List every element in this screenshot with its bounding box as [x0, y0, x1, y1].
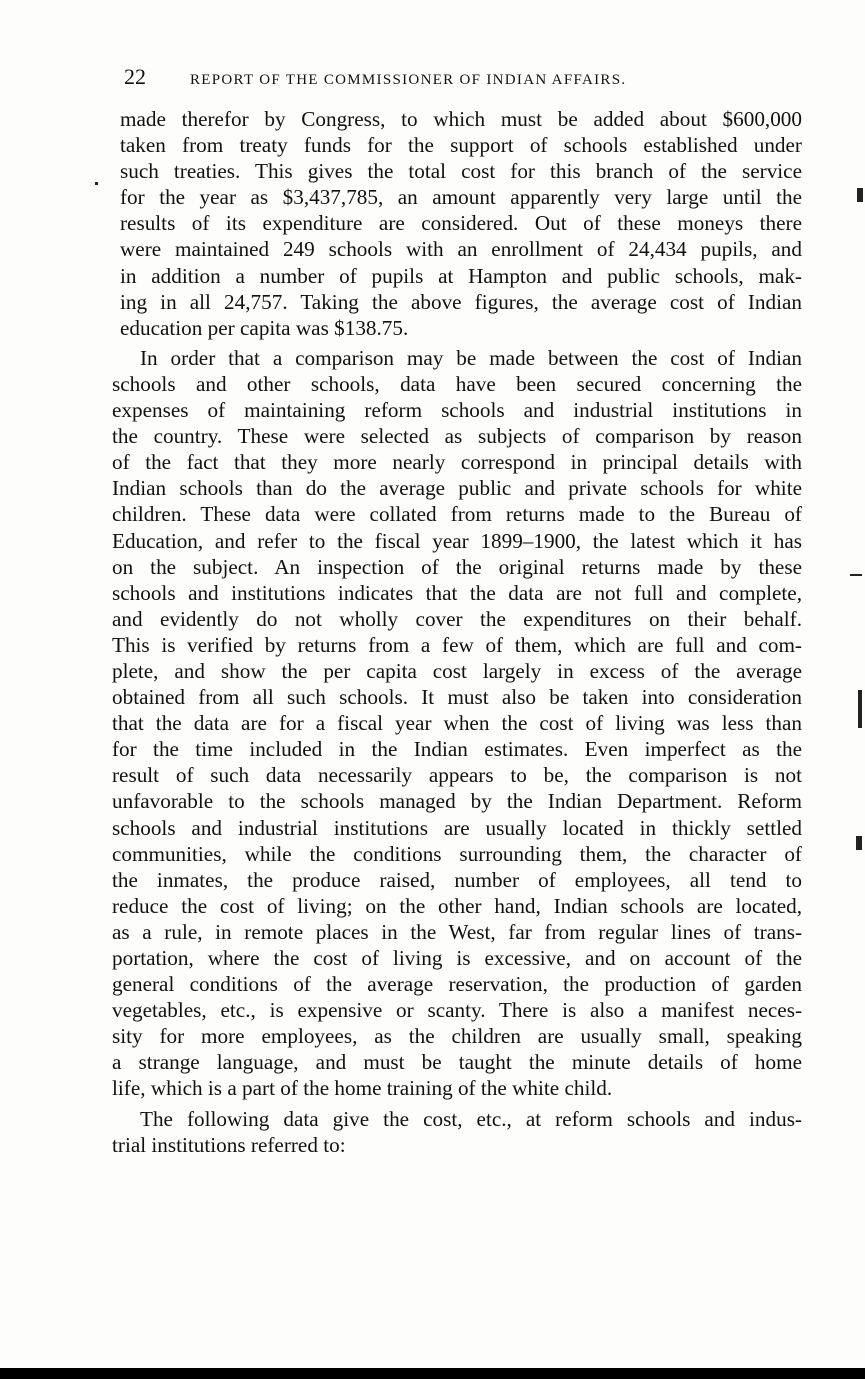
text-line: the inmates, the produce raised, number of employees, all tend to: [112, 867, 802, 892]
text-line: This is verified by returns from a few of them, which are full and com-: [112, 632, 802, 657]
text-line: results of its expenditure are considered. Out of these moneys there: [120, 211, 802, 236]
scan-mark: [95, 182, 98, 185]
scan-mark: [856, 836, 862, 850]
scan-border: [0, 1368, 865, 1379]
text-line: a strange language, and must be taught the minute details of home: [112, 1050, 802, 1075]
text-line: children. These data were collated from returns made to the Bureau of: [112, 502, 802, 527]
text-line: sity for more employees, as the children are usually small, speaking: [112, 1024, 802, 1049]
text-line: that the data are for a fiscal year when the cost of living was less than: [112, 711, 802, 736]
scan-mark: [850, 574, 862, 576]
text-line: Education, and refer to the fiscal year 1899–1900, the latest which it has: [112, 528, 802, 553]
text-line: schools and industrial institutions are usually located in thickly settled: [112, 815, 802, 840]
text-line: of the fact that they more nearly correspond in principal details with: [112, 450, 802, 475]
text-line: and evidently do not wholly cover the expenditures on their behalf.: [112, 606, 802, 631]
text-line: made therefor by Congress, to which must be added about $600,000: [120, 107, 802, 131]
text-line: schools and institutions indicates that the data are not full and complete,: [112, 580, 802, 605]
text-line: communities, while the conditions surrounding them, the character of: [112, 841, 802, 866]
text-line: for the year as $3,437,785, an amount apparently very large until the: [120, 185, 802, 210]
page-number: 22: [124, 64, 146, 89]
text-line: expenses of maintaining reform schools and industrial institutions in: [112, 398, 802, 423]
text-line: for the time included in the Indian estimates. Even imperfect as the: [112, 737, 802, 762]
text-line: as a rule, in remote places in the West, far from regular lines of trans-: [112, 919, 802, 944]
text-line: portation, where the cost of living is excessive, and on account of the: [112, 946, 802, 970]
text-line: were maintained 249 schools with an enrollment of 24,434 pupils, and: [120, 237, 802, 262]
text-line: education per capita was $138.75.: [120, 315, 409, 340]
paragraph-3: [112, 1106, 802, 1158]
running-title: REPORT OF THE COMMISSIONER OF INDIAN AFFAIRS.: [190, 72, 627, 88]
text-line: such treaties. This gives the total cost for this branch of the service: [120, 159, 802, 184]
text-line: life, which is a part of the home training of the white child.: [112, 1076, 613, 1101]
text-line: In order that a comparison may be made between the cost of Indian: [140, 345, 802, 370]
text-line: result of such data necessarily appears to be, the comparison is not: [112, 763, 802, 788]
text-line: on the subject. An inspection of the original returns made by these: [112, 554, 802, 579]
text-line: Indian schools than do the average public and private schools for white: [112, 476, 802, 501]
text-line: schools and other schools, data have been secured concerning the: [112, 371, 802, 396]
text-line: plete, and show the per capita cost largely in excess of the average: [112, 658, 802, 683]
text-line: unfavorable to the schools managed by the Indian Department. Reform: [112, 789, 802, 814]
text-line: The following data give the cost, etc., at reform schools and indus-: [140, 1106, 802, 1131]
text-line: general conditions of the average reservation, the production of garden: [112, 972, 802, 997]
text-line: the country. These were selected as subjects of comparison by reason: [112, 424, 802, 449]
text-line: trial institutions referred to:: [112, 1132, 346, 1157]
text-line: reduce the cost of living; on the other hand, Indian schools are located,: [112, 893, 802, 918]
text-line: taken from treaty funds for the support of schools established under: [120, 133, 802, 158]
text-line: in addition a number of pupils at Hampton and public schools, mak-: [120, 263, 802, 288]
paragraph-2: [112, 345, 802, 1102]
paragraph-1: [112, 106, 802, 341]
text-line: obtained from all such schools. It must also be taken into consideration: [112, 685, 802, 710]
scan-mark: [858, 690, 862, 728]
text-line: ing in all 24,757. Taking the above figures, the average cost of Indian: [120, 289, 802, 314]
scan-mark: [857, 188, 863, 202]
body-text: [112, 106, 802, 1158]
page-header: [124, 64, 804, 94]
text-line: vegetables, etc., is expensive or scanty. There is also a manifest neces-: [112, 998, 802, 1023]
